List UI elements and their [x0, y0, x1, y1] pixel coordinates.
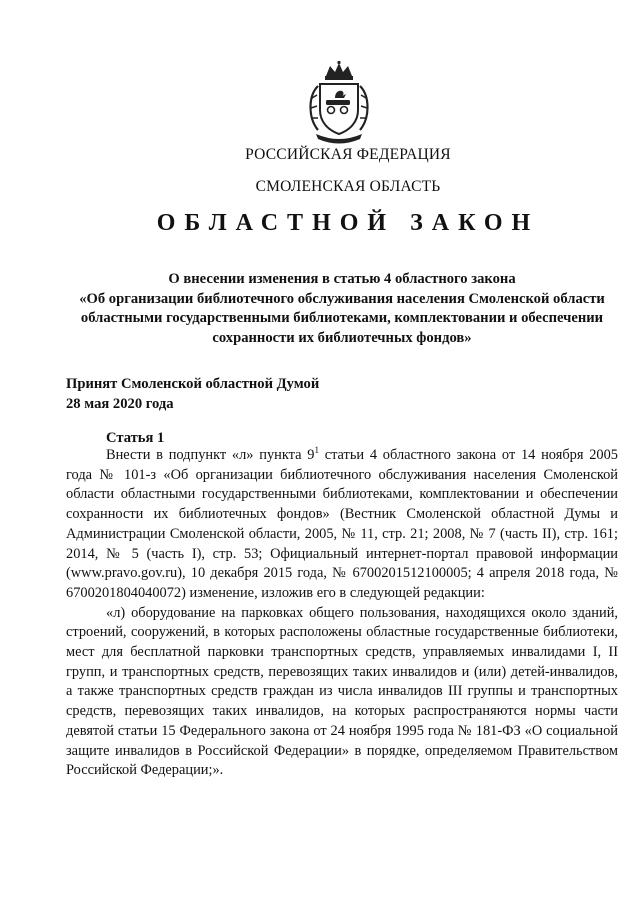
- article-heading: Статья 1: [106, 430, 165, 446]
- law-title-line: О внесении изменения в статью 4 областного закона: [168, 271, 516, 287]
- article-body: [66, 446, 618, 781]
- article-intro-paragraph: [66, 446, 618, 604]
- law-title: [62, 270, 622, 348]
- amendment-paragraph: «л) оборудование на парковках общего пользования, находящихся около зданий, строений, сооружений, в которых расположены областные государственные библиотеки, мест для бесплатной парковки транспортных средств, управляемых инвалидами I, II групп, и транспортных средств, перевозящих таких инвалидов и (или) детей-инвалидов, а также транспортных средств граждан из числа инвалидов III группы и транспортных средств, перевозящих таких инвалидов, на которых распространяются нормы части девятой статьи 15 Федерального закона от 24 ноября 1995 года № 181-ФЗ «О социальной защите инвалидов в Российской Федерации» в порядке, определяемом Правительством Российской Федерации;».: [66, 604, 618, 779]
- law-title-line: сохранности их библиотечных фондов»: [212, 329, 472, 346]
- law-title-line: «Об организации библиотечного обслуживания населения Смоленской области: [79, 290, 605, 307]
- country-heading: РОССИЙСКАЯ ФЕДЕРАЦИЯ: [245, 146, 451, 163]
- law-title-line: областными государственными библиотеками, комплектовании и обеспечении: [80, 310, 604, 326]
- article-intro-start: Внести в подпункт «л» пункта 9: [106, 447, 315, 463]
- adoption-body: Принят Смоленской областной Думой: [66, 376, 320, 392]
- article-intro-rest: статьи 4 областного закона от 14 ноября 2005 года № 101-з «Об организации библиотечного обслуживания населения Смоленской области областными государственными библиотеками, комплектовании и обеспечении сохранности их библиотечных фондов» (Вестник Смоленской областной Думы и Администрации Смоленской области, 2005, № 11, стр. 21; 2008, № 7 (часть II), стр. 161; 2014, № 5 (часть I), стр. 53; Официальный интернет-портал правовой информации (www.pravo.gov.ru), 10 декабря 2015 года, № 6700201512100005; 4 апреля 2018 года, № 6700201804040072) изменение, изложив его в следующей редакции:: [66, 447, 619, 601]
- document-type-heading: ОБЛАСТНОЙ ЗАКОН: [156, 210, 540, 236]
- adoption-date: 28 мая 2020 года: [66, 395, 174, 412]
- adoption-note: [66, 375, 466, 414]
- smolensk-coat-of-arms-icon: [304, 60, 374, 146]
- superscript-mark: 1: [314, 445, 319, 456]
- region-heading: СМОЛЕНСКАЯ ОБЛАСТЬ: [255, 178, 441, 195]
